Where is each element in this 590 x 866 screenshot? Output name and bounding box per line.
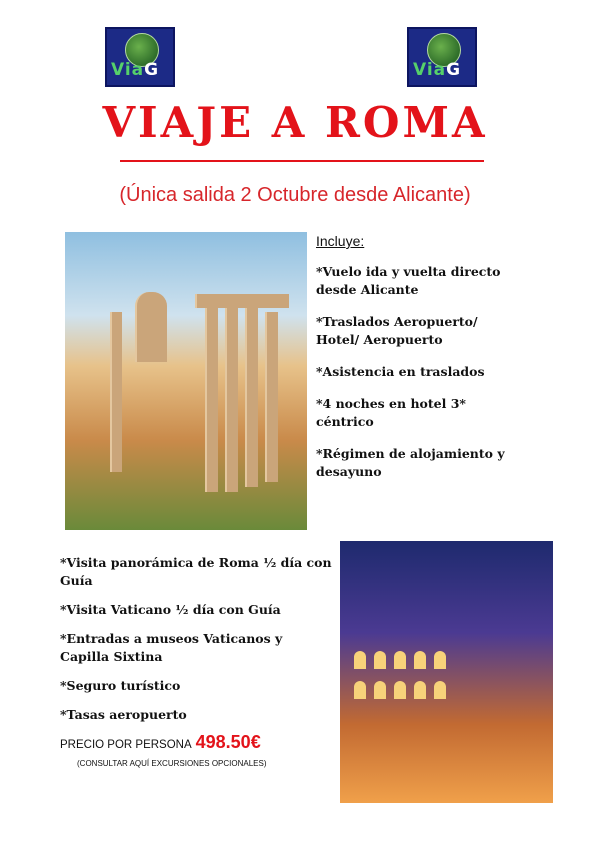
arch-shape: [414, 681, 426, 699]
title-underline: [120, 160, 484, 162]
list-item: *Asistencia en traslados: [316, 364, 485, 379]
via-g-logo-right: [407, 27, 477, 87]
roman-forum-photo: [65, 232, 307, 530]
page-subtitle: (Única salida 2 Octubre desde Alicante): [119, 184, 471, 206]
church-dome-shape: [135, 292, 167, 362]
list-item: *Vuelo ida y vuelta directo desde Alicante: [316, 264, 501, 297]
arch-shape: [354, 681, 366, 699]
arch-shape: [354, 651, 366, 669]
price-label: PRECIO POR PERSONA: [60, 739, 192, 751]
arch-shape: [374, 651, 386, 669]
arch-shape: [394, 651, 406, 669]
column-shape: [225, 302, 238, 492]
column-shape: [265, 312, 278, 482]
logo-wordmark: [111, 60, 159, 80]
arch-shape: [434, 681, 446, 699]
extras-list: [60, 554, 335, 735]
price-line: [60, 732, 261, 753]
column-shape: [245, 307, 258, 487]
list-item: *Tasas aeropuerto: [60, 707, 187, 722]
arch-shape: [434, 651, 446, 669]
list-item: *Entradas a museos Vaticanos y Capilla Sixtina: [60, 631, 283, 664]
logo-text-main: Via: [111, 60, 145, 80]
includes-heading: Incluye:: [316, 233, 365, 249]
includes-list: [316, 263, 516, 495]
column-shape: [110, 312, 122, 472]
list-item: *Seguro turístico: [60, 678, 181, 693]
list-item: *Régimen de alojamiento y desayuno: [316, 446, 505, 479]
logo-text-accent: G: [144, 60, 160, 80]
via-g-logo-left: [105, 27, 175, 87]
logo-text-main: Via: [413, 60, 447, 80]
optional-excursions-note: (CONSULTAR AQUÍ EXCURSIONES OPCIONALES): [77, 759, 267, 768]
colosseum-photo: [340, 541, 553, 803]
arch-shape: [374, 681, 386, 699]
list-item: *4 noches en hotel 3* céntrico: [316, 396, 466, 429]
list-item: *Traslados Aeropuerto/ Hotel/ Aeropuerto: [316, 314, 478, 347]
list-item: *Visita panorámica de Roma ½ día con Guía: [60, 555, 332, 588]
entablature-shape: [195, 294, 289, 308]
arch-shape: [394, 681, 406, 699]
list-item: *Visita Vaticano ½ día con Guía: [60, 602, 281, 617]
price-value: 498.50€: [195, 732, 261, 752]
page-title: VIAJE A ROMA: [102, 98, 488, 147]
logo-wordmark: [413, 60, 461, 80]
arch-shape: [414, 651, 426, 669]
logo-text-accent: G: [446, 60, 462, 80]
column-shape: [205, 302, 218, 492]
